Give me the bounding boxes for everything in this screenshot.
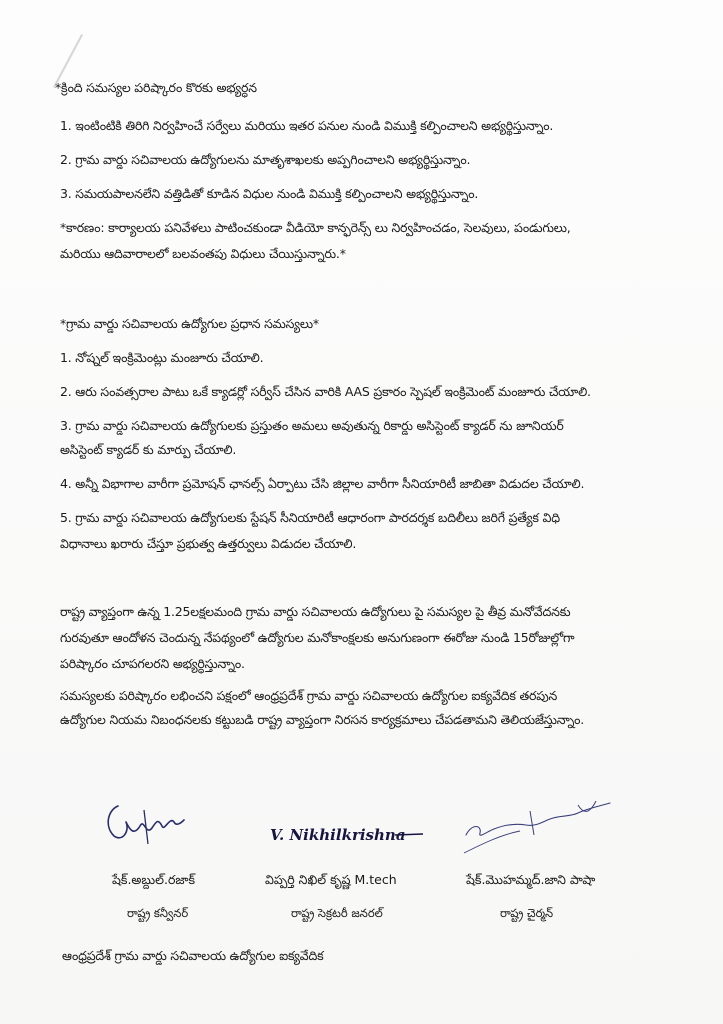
- reason-line-1: *కారణం: కార్యాలయ పనివేళలు పాటించకుండా వీడియో కాన్ఫరెన్స్ లు నిర్వహించడం, సెలవులు, పండుగులు,: [60, 220, 571, 235]
- signatory-3-role: రాష్ట్ర చైర్మన్: [500, 906, 554, 920]
- section2-item-5-line-2: విధానాలు ఖరారు చేస్తూ ప్రభుత్వ ఉత్తర్వులు విడుదల చేయాలి.: [60, 536, 357, 551]
- section2-item-2: 2. ఆరు సంవత్సరాల పాటు ఒకే క్యాడర్లో సర్వీస్ చేసిన వారికి AAS ప్రకారం స్పెషల్ ఇంక్రిమెంట్ మంజూరు చేయాలి.: [60, 384, 591, 399]
- signature-2-text: V. Nikhilkrishna: [270, 826, 406, 844]
- signatory-2-name: విప్పర్తి నిఖిల్ కృష్ణ M.tech: [265, 872, 397, 887]
- section1-heading: *క్రింది సమస్యల పరిష్కారం కొరకు అభ్యర్ధన: [55, 80, 257, 95]
- section2-heading: *గ్రామ వార్డు సచివాలయ ఉద్యోగుల ప్రధాన సమస్యలు*: [60, 316, 319, 331]
- section2-item-3-line-2: అసిస్టెంట్ క్యాడర్ కు మార్పు చేయాలి.: [60, 442, 237, 457]
- para1-line-1: రాష్ట్ర వ్యాప్తంగా ఉన్న 1.25లక్షలమంది గ్రామ వార్డు సచివాలయ ఉద్యోగులు పై సమస్యల పై తీవ్ర మనోవేదనకు: [60, 604, 571, 619]
- footer-organization: ఆంధ్రప్రదేశ్ గ్రామ వార్డు సచివాలయ ఉద్యోగుల ఐక్యవేదిక: [62, 948, 324, 963]
- section1-item-1: 1. ఇంటింటికి తిరిగి నిర్వహించే సర్వేలు మరియు ఇతర పనుల నుండి విముక్తి కల్పించాలని అభ్యర్థిస్తున్నాం.: [60, 118, 554, 133]
- signatory-2-role: రాష్ట్ర సెక్రటరీ జనరల్: [291, 906, 383, 920]
- section2-item-4: 4. అన్నీ విభాగాల వారీగా ప్రమోషన్ ఛానల్స్ ఏర్పాటు చేసి జిల్లాల వారీగా సీనియారిటీ జాబితా విడుదల చేయాలి.: [60, 476, 585, 491]
- section2-item-1: 1. నోష్నల్ ఇంక్రిమెంట్లు మంజూరు చేయాలి.: [60, 350, 264, 365]
- para1-line-3: పరిష్కారం చూపగలరని అభ్యర్ధిస్తున్నాం.: [60, 656, 245, 671]
- signature-3: [460, 795, 620, 855]
- section1-item-3: 3. సమయపాలనలేని వత్తిడితో కూడిన విధుల నుండి విముక్తి కల్పించాలని అభ్యర్థిస్తున్నాం.: [60, 186, 479, 201]
- signature-2-underline: [395, 830, 425, 840]
- para1-line-2: గురవుతూ ఆందోళన చెందున్న నేపథ్యంలో ఉద్యోగుల మనోకాంక్షలకు అనుగుణంగా ఈరోజు నుండి 15రోజుల్లోగా: [60, 630, 575, 645]
- section1-item-2: 2. గ్రామ వార్డు సచివాలయ ఉద్యోగులను మాతృశాఖలకు అప్పగించాలని అభ్యర్థిస్తున్నాం.: [60, 152, 471, 167]
- signatory-1-name: షేక్.అబ్దుల్.రజాక్: [112, 872, 196, 887]
- signatory-1-role: రాష్ట్ర కన్వీనర్: [127, 906, 189, 920]
- para2-line-2: ఉద్యోగుల నియమ నిబంధనలకు కట్టుబడి రాష్ట్ర వ్యాప్తంగా నిరసన కార్యక్రమాలు చేపడతామని తెలియజేస్తున్నాం.: [60, 712, 584, 727]
- section2-item-3-line-1: 3. గ్రామ వార్డు సచివాలయ ఉద్యోగులకు ప్రస్తుతం అమలు అవుతున్న రికార్డు అసిస్టెంట్ క్యాడర్ ను జూనియర్: [60, 418, 564, 433]
- signature-1: [100, 796, 190, 852]
- section2-item-5-line-1: 5. గ్రామ వార్డు సచివాలయ ఉద్యోగులకు స్టేషన్ సీనియారిటీ ఆధారంగా పారదర్శక బదిలీలు జరిగే ప్రత్యేక విధి: [60, 510, 560, 525]
- para2-line-1: సమస్యలకు పరిష్కారం లభించని పక్షంలో ఆంధ్రప్రదేశ్ గ్రామ వార్డు సచివాలయ ఉద్యోగుల ఐక్యవేదిక తరపున: [60, 688, 558, 703]
- signatory-3-name: షేక్.మొహమ్మద్.జాని పాషా: [466, 872, 596, 887]
- reason-line-2: మరియు ఆదివారాలలో బలవంతపు విధులు చేయిస్తున్నారు.*: [60, 246, 346, 261]
